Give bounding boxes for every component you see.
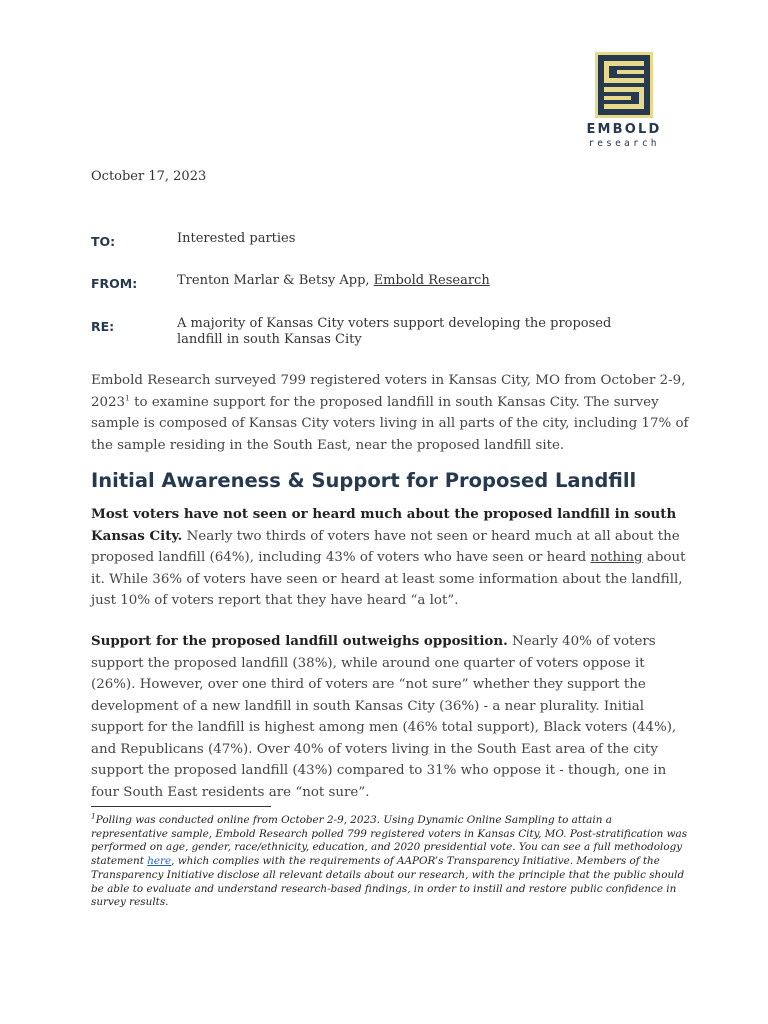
logo-wordmark: EMBOLD	[586, 122, 662, 137]
footnote	[91, 811, 689, 910]
awareness-text-1: Nearly two thirds of voters have not seen or heard much at all about the proposed landfill (64%), including 43% of voters who have seen or heard	[91, 528, 680, 565]
memo-from-authors: Trenton Marlar & Betsy App,	[177, 273, 374, 288]
footnote-text-1: Polling was conducted online from October 2-9, 2023. Using Dynamic Online Sampling to attain a representative sample, Embold Research polled 799 registered voters in Kansas City, MO. Post-stratification was performed on age, gender, race/ethnicity, education, and 2020 presidential vote. You can see a full methodology statement	[91, 814, 688, 868]
memo-re-value: A majority of Kansas City voters support developing the proposed landfill in south Kansas City	[177, 316, 612, 347]
methodology-link[interactable]: here	[147, 855, 172, 868]
footnote-number: 1	[91, 811, 96, 821]
memo-from-label: FROM:	[91, 276, 138, 291]
intro-paragraph	[91, 370, 691, 456]
footnote-ref-1: 1	[125, 393, 130, 403]
awareness-text-2: about it. While 36% of voters have seen or heard at least some information about the landfill, just 10% of voters report that they have heard “a lot”.	[91, 550, 686, 608]
footnote-text-2: , which complies with the requirements of AAPOR’s Transparency Initiative. Members of the Transparency Initiative disclose all relevant details about our research, with the principle that the public should be able to evaluate and understand research-based findings, in order to instill and restore public confidence in survey results.	[91, 855, 685, 909]
logo-subtitle: research	[588, 138, 660, 149]
embold-logo-icon	[595, 52, 653, 118]
embold-research-link[interactable]: Embold Research	[373, 273, 490, 288]
awareness-underlined: nothing	[590, 550, 643, 565]
awareness-lead: Most voters have not seen or heard much about the proposed landfill in south Kansas City.	[91, 506, 677, 544]
support-paragraph	[91, 631, 691, 803]
memo-from-value	[177, 273, 655, 289]
memo-re-label: RE:	[91, 319, 115, 334]
memo-to-label: TO:	[91, 234, 116, 249]
embold-logo	[584, 52, 664, 149]
intro-text-2: to examine support for the proposed landfill in south Kansas City. The survey sample is composed of Kansas City voters living in all parts of the city, including 17% of the sample residing in the South East, near the proposed landfill site.	[91, 394, 689, 453]
section-heading: Initial Awareness & Support for Proposed Landfill	[91, 469, 637, 492]
intro-text-1: Embold Research surveyed 799 registered voters in Kansas City, MO from October 2-9, 2023	[91, 373, 686, 410]
awareness-paragraph	[91, 504, 691, 612]
memo-date: October 17, 2023	[91, 169, 207, 184]
footnote-divider	[91, 806, 271, 807]
support-text: Nearly 40% of voters support the proposed landfill (38%), while around one quarter of voters oppose it (26%). However, over one third of voters are “not sure” whether they support the development of a new landfill in south Kansas City (36%) - a near plurality. Initial support for the landfill is highest among men (46% total support), Black voters (44%), and Republicans (47%). Over 40% of voters living in the South East area of the city support the proposed landfill (43%) compared to 31% who oppose it - though, one in four South East residents are “not sure”.	[91, 634, 677, 800]
memo-to-value: Interested parties	[177, 231, 296, 246]
support-lead: Support for the proposed landfill outweighs opposition.	[91, 633, 508, 649]
